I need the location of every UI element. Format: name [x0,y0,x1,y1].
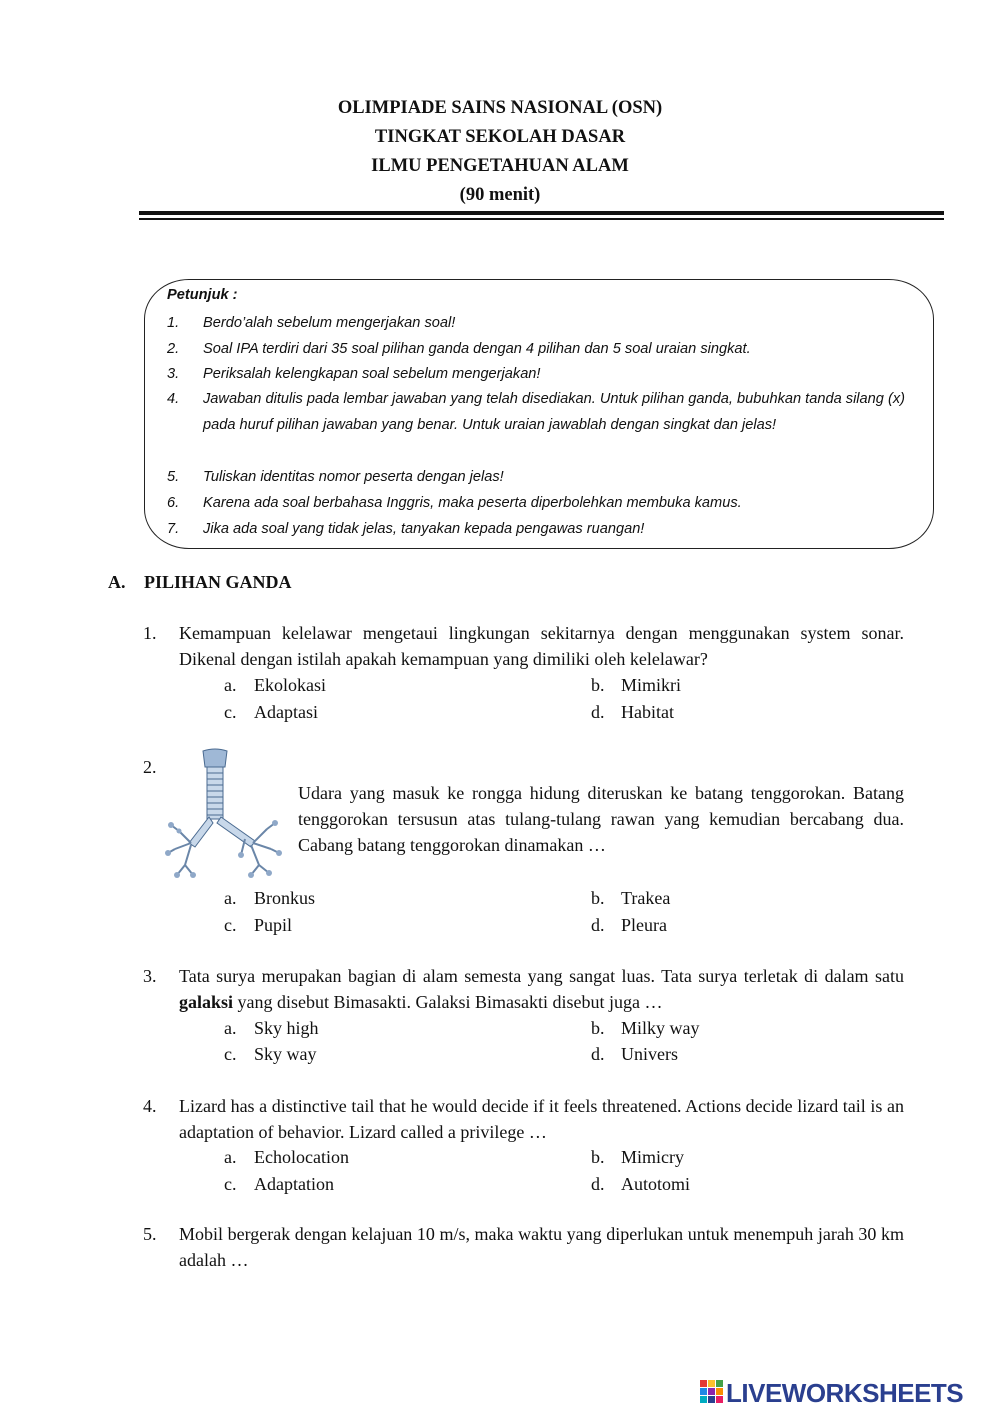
option-letter: d. [591,702,605,722]
instruction-text: Periksalah kelengkapan soal sebelum mengerjakan! [203,366,541,382]
option-text: Univers [621,1044,678,1064]
option-text: Sky high [254,1018,319,1038]
question-number: 3. [143,966,157,986]
question-number: 5. [143,1224,157,1244]
instruction-number: 2. [167,341,180,357]
question-text [179,963,904,1015]
header-duration: (90 menit) [459,185,541,205]
option-text: Pupil [254,915,293,935]
question-text-part: yang disebut Bimasakti. Galaksi Bimasakti disebut juga … [233,992,663,1012]
question-text: Kemampuan kelelawar mengetaui lingkungan sekitarnya dengan menggunakan system sonar. Dikenal dengan istilah apakah kemampuan yang dimiliki oleh kelelawar? [179,623,904,669]
instructions-box [144,279,934,549]
header-divider-thick [139,211,944,215]
option-letter: b. [591,1018,605,1038]
option-letter: c. [224,702,237,722]
instruction-number: 4. [167,391,180,407]
trachea-bronchi-illustration [165,745,285,883]
option-letter: a. [224,1018,237,1038]
option-letter: a. [224,1147,237,1167]
header-divider-thin [139,218,944,220]
instruction-text: Tuliskan identitas nomor peserta dengan jelas! [203,469,504,485]
option-text: Ekolokasi [254,675,326,695]
option-text: Adaptasi [254,702,318,722]
option-text: Bronkus [254,888,316,908]
question-text-part: Tata surya merupakan bagian di alam semesta yang sangat luas. Tata surya terletak di dalam satu [179,966,904,986]
option-letter: b. [591,675,605,695]
instruction-number: 7. [167,521,180,537]
option-letter: c. [224,915,237,935]
option-letter: d. [591,1044,605,1064]
question-number: 2. [143,757,157,777]
option-letter: b. [591,1147,605,1167]
instruction-number: 3. [167,366,180,382]
option-text: Mimikri [621,675,682,695]
instruction-text: Soal IPA terdiri dari 35 soal pilihan ganda dengan 4 pilihan dan 5 soal uraian singkat. [203,341,751,357]
liveworksheets-logo-icon [700,1380,724,1408]
section-letter: A. [108,572,126,592]
instruction-number: 1. [167,315,180,331]
option-letter: a. [224,888,237,908]
question-text: Lizard has a distinctive tail that he would decide if it feels threatened. Actions decide lizard tail is an adaptation of behavior. Lizard called a privilege … [179,1096,904,1142]
option-text: Milky way [621,1018,700,1038]
instruction-text: Karena ada soal berbahasa Inggris, maka peserta diperbolehkan membuka kamus. [203,495,742,511]
instruction-text: Jika ada soal yang tidak jelas, tanyakan kepada pengawas ruangan! [203,521,645,537]
header-level: TINGKAT SEKOLAH DASAR [374,127,626,147]
question-text: Mobil bergerak dengan kelajuan 10 m/s, maka waktu yang diperlukan untuk menempuh jarah 30 km adalah … [179,1224,904,1270]
option-text: Mimicry [621,1147,684,1167]
question-number: 1. [143,623,157,643]
question-text: Udara yang masuk ke rongga hidung diteruskan ke batang tenggorokan. Batang tenggorokan tersusun atas tulang-tulang rawan yang kemudian bercabang dua. Cabang batang tenggorokan dinamakan … [298,783,904,855]
option-letter: c. [224,1174,237,1194]
option-text: Sky way [254,1044,317,1064]
option-text: Trakea [621,888,671,908]
instruction-number: 6. [167,495,180,511]
option-letter: d. [591,1174,605,1194]
question-number: 4. [143,1096,157,1116]
instruction-text: Berdo’alah sebelum mengerjakan soal! [203,315,456,331]
header-subject: ILMU PENGETAHUAN ALAM [371,156,629,176]
instruction-number: 5. [167,469,180,485]
section-title: PILIHAN GANDA [144,572,292,592]
option-text: Adaptation [254,1174,334,1194]
instruction-text: Jawaban ditulis pada lembar jawaban yang telah disediakan. Untuk pilihan ganda, bubuhkan tanda silang (x) pada huruf pilihan jawaban yang benar. Untuk uraian jawablah dengan singkat dan jelas! [203,391,905,433]
document-header [0,94,1000,210]
option-letter: d. [591,915,605,935]
option-letter: b. [591,888,605,908]
instructions-title: Petunjuk : [167,287,238,303]
liveworksheets-logo-text: LIVEWORKSHEETS [726,1378,964,1408]
option-text: Habitat [621,702,674,722]
option-text: Pleura [621,915,667,935]
question-text-bold: galaksi [179,992,234,1012]
option-text: Echolocation [254,1147,349,1167]
option-letter: c. [224,1044,237,1064]
header-title: OLIMPIADE SAINS NASIONAL (OSN) [337,98,663,118]
option-letter: a. [224,675,237,695]
option-text: Autotomi [621,1174,691,1194]
